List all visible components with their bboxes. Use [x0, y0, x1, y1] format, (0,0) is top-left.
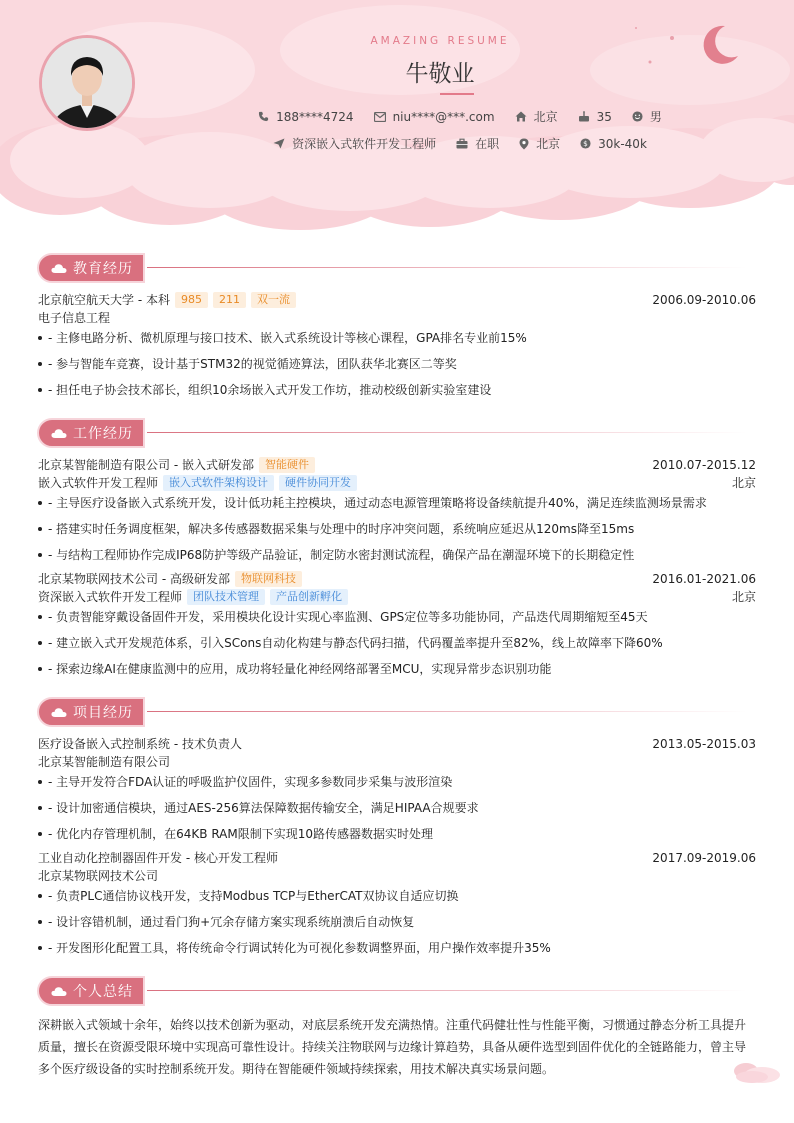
email-item [374, 110, 495, 124]
section-divider [147, 990, 747, 991]
project-company-row [38, 753, 756, 770]
work-city-value: 北京 [536, 137, 561, 151]
phone-item [258, 110, 353, 124]
status-value: 在职 [475, 137, 500, 151]
work-city-item [519, 135, 560, 152]
skill-tag: 嵌入式软件架构设计 [163, 475, 274, 491]
list-item: - 担任电子协会技术部长，组织10余场嵌入式开发工作坊，推动校级创新实验室建设 [38, 381, 756, 398]
project-name: 工业自动化控制器固件开发 - 核心开发工程师 [38, 851, 278, 865]
brand-text: AMAZING RESUME [370, 35, 510, 47]
job-title: 嵌入式软件开发工程师 [38, 476, 159, 490]
work-date: 2016.01-2021.06 [652, 571, 756, 586]
candidate-name: 牛敬业 [405, 61, 475, 87]
list-item: - 负责智能穿戴设备固件开发，采用模块化设计实现心率监测、GPS定位等多功能协同，产品迭代周期缩短至45天 [38, 608, 756, 625]
name-underline [440, 93, 474, 95]
list-item: - 设计加密通信模块，通过AES-256算法保障数据传输安全，满足HIPAA合规要求 [38, 799, 756, 816]
smile-icon [632, 111, 643, 122]
project-section-header [37, 697, 756, 729]
money-icon [580, 138, 591, 149]
school-tag-985: 985 [175, 292, 208, 308]
education-title: 教育经历 [73, 261, 133, 277]
education-major-row [38, 309, 756, 326]
list-item: - 搭建实时任务调度框架，解决多传感器数据采集与处理中的时序冲突问题，系统响应延迟从120ms降至15ms [38, 520, 756, 537]
cloud-icon [51, 986, 67, 996]
list-item: - 开发图形化配置工具，将传统命令行调试转化为可视化参数调整界面，用户操作效率提升35% [38, 939, 756, 956]
project-name: 医疗设备嵌入式控制系统 - 技术负责人 [38, 737, 242, 751]
list-item: - 参与智能车竞赛，设计基于STM32的视觉循迹算法，团队获华北赛区二等奖 [38, 355, 756, 372]
decorative-cloud-icon [728, 1057, 784, 1085]
section-divider [147, 267, 747, 268]
company-name: 北京某智能制造有限公司 - 嵌入式研发部 [38, 458, 254, 472]
work-city: 北京 [731, 476, 756, 490]
company-tag: 智能硬件 [259, 457, 315, 473]
list-item: - 建立嵌入式开发规范体系，引入SCons自动化构建与静态代码扫描，代码覆盖率提升至82%，线上故障率下降60% [38, 634, 756, 651]
summary-title: 个人总结 [73, 984, 133, 1000]
project-company-row [38, 867, 756, 884]
list-item: - 负责PLC通信协议栈开发，支持Modbus TCP与EtherCAT双协议自适应切换 [38, 887, 756, 904]
job-info-row [160, 135, 760, 152]
status-item [456, 135, 499, 152]
project-name-row [38, 849, 756, 866]
cake-icon [578, 111, 590, 122]
project-company: 北京某物联网技术公司 [38, 869, 159, 883]
project-tab [37, 697, 145, 727]
phone-icon [258, 111, 269, 122]
summary-section-header [37, 976, 756, 1008]
salary-item [580, 137, 647, 151]
list-item: - 设计容错机制，通过看门狗+冗余存储方案实现系统崩溃后自动恢复 [38, 913, 756, 930]
work-title-row [38, 588, 756, 605]
list-item: - 主修电路分析、微机原理与接口技术、嵌入式系统设计等核心课程，GPA排名专业前15% [38, 329, 756, 346]
skill-tag: 团队技术管理 [187, 589, 265, 605]
home-city-item [515, 108, 558, 125]
position-value: 资深嵌入式软件开发工程师 [292, 137, 437, 151]
portrait-photo [42, 38, 132, 128]
position-item [273, 135, 436, 152]
work-company-row [38, 570, 756, 587]
contact-row [160, 108, 760, 125]
company-tag: 物联网科技 [235, 571, 302, 587]
send-icon [273, 138, 285, 149]
age-item [578, 110, 612, 124]
work-title-row [38, 474, 756, 491]
email-value: niu****@***.com [392, 109, 495, 124]
education-date: 2006.09-2010.06 [652, 292, 756, 307]
company-name: 北京某物联网技术公司 - 高级研发部 [38, 572, 230, 586]
skill-tag: 产品创新孵化 [270, 589, 348, 605]
work-tab [37, 418, 145, 448]
work-section-header [37, 418, 756, 450]
work-date: 2010.07-2015.12 [652, 457, 756, 472]
education-school-row [38, 291, 756, 308]
list-item: - 与结构工程师协作完成IP68防护等级产品验证，制定防水密封测试流程，确保产品在潮湿环境下的长期稳定性 [38, 546, 756, 563]
school-name: 北京航空航天大学 - 本科 [38, 293, 170, 307]
list-item: - 主导医疗设备嵌入式系统开发，设计低功耗主控模块，通过动态电源管理策略将设备续航提升40%，满足连续监测场景需求 [38, 494, 756, 511]
list-item: - 优化内存管理机制，在64KB RAM限制下实现10路传感器数据实时处理 [38, 825, 756, 842]
home-icon [515, 111, 527, 122]
gender-item [632, 108, 662, 125]
project-title: 项目经历 [73, 705, 133, 721]
work-title: 工作经历 [73, 426, 133, 442]
list-item: - 主导开发符合FDA认证的呼吸监护仪固件，实现多参数同步采集与波形渲染 [38, 773, 756, 790]
project-name-row [38, 735, 756, 752]
project-date: 2017.09-2019.06 [652, 850, 756, 865]
work-city: 北京 [731, 590, 756, 604]
project-company: 北京某智能制造有限公司 [38, 755, 171, 769]
avatar [39, 35, 135, 131]
home-city-value: 北京 [533, 110, 558, 124]
cloud-icon [51, 428, 67, 438]
cloud-icon [51, 263, 67, 273]
age-value: 35 [596, 109, 612, 124]
list-item: - 探索边缘AI在健康监测中的应用，成功将轻量化神经网络部署至MCU，实现异常步态识别功能 [38, 660, 756, 677]
section-divider [147, 432, 747, 433]
section-divider [147, 711, 747, 712]
briefcase-icon [456, 138, 468, 149]
major: 电子信息工程 [38, 311, 111, 325]
svg-text:$: $ [583, 139, 588, 149]
phone-value: 188****4724 [276, 109, 354, 124]
salary-value: 30k-40k [598, 136, 647, 151]
education-section-header [37, 253, 756, 285]
school-tag-double-first-class: 双一流 [251, 292, 296, 308]
education-tab [37, 253, 145, 283]
location-icon [519, 138, 529, 150]
cloud-icon [51, 707, 67, 717]
project-date: 2013.05-2015.03 [652, 736, 756, 751]
gender-value: 男 [649, 110, 662, 124]
skill-tag: 硬件协同开发 [279, 475, 357, 491]
school-tag-211: 211 [213, 292, 246, 308]
work-company-row [38, 456, 756, 473]
job-title: 资深嵌入式软件开发工程师 [38, 590, 183, 604]
summary-text: 深耕嵌入式领域十余年，始终以技术创新为驱动，对底层系统开发充满热情。注重代码健壮性与性能平衡，习惯通过静态分析工具提升质量，擅长在资源受限环境中实现高可靠性设计。持续关注物联网与边缘计算趋势，具备从硬件选型到固件优化的全链路能力，曾主导多个医疗级设备的实时控制系统开发。期待在智能硬件领域持续探索，用技术解决真实场景问题。 [38, 1018, 747, 1076]
mail-icon [374, 112, 386, 122]
summary-tab [37, 976, 145, 1006]
